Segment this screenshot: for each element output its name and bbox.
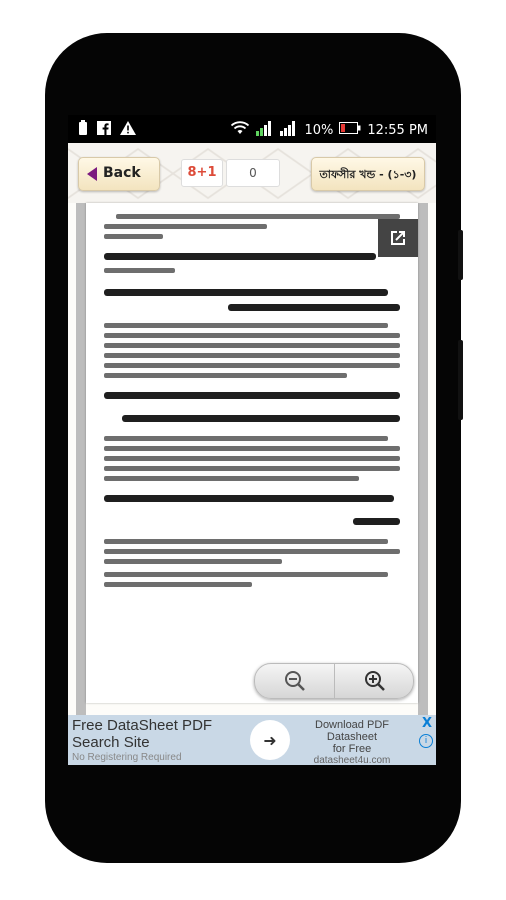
zoom-in-button[interactable] (334, 664, 414, 698)
ad-banner[interactable] (68, 715, 436, 765)
phone-side-button (458, 230, 463, 280)
plus-one-count: 0 (226, 159, 280, 187)
signal-icon (280, 120, 298, 140)
open-in-new-icon (388, 228, 408, 248)
ad-title-line2: Search Site (72, 734, 150, 751)
facebook-icon (97, 121, 111, 139)
status-bar (68, 115, 436, 143)
zoom-out-icon (284, 670, 306, 692)
zoom-out-button[interactable] (255, 664, 334, 698)
ad-url: datasheet4u.com (313, 755, 391, 765)
app-toolbar (68, 143, 436, 203)
chapter-button[interactable] (311, 157, 425, 191)
back-button-label: Back (103, 165, 141, 181)
zoom-control (254, 663, 414, 699)
battery-percent: 10% (304, 122, 334, 138)
chapter-label: তাফসীর খন্ড - (১-৩) (319, 168, 417, 181)
google-plus-one-button[interactable]: 8+1 (181, 159, 223, 187)
ad-right-line2: for Free (332, 743, 372, 755)
warning-icon (120, 121, 136, 139)
ad-arrow-button[interactable] (250, 720, 290, 760)
ad-title-line1: Free DataSheet PDF (72, 717, 213, 734)
screen (68, 115, 436, 765)
battery-icon (339, 122, 361, 138)
battery-saver-icon (78, 120, 88, 140)
ad-info-icon[interactable]: i (419, 734, 433, 748)
back-button[interactable] (78, 157, 160, 191)
ad-close-button[interactable]: X (421, 716, 432, 731)
ad-subtitle: No Registering Required (72, 752, 182, 763)
back-arrow-icon (87, 167, 97, 181)
scanned-page-image (86, 203, 418, 703)
open-external-button[interactable] (378, 219, 418, 257)
page-edge-right (418, 203, 428, 715)
signal-icon (256, 120, 274, 140)
ad-right-line1: Download PDF Datasheet (315, 719, 389, 743)
phone-side-button (458, 340, 463, 420)
arrow-right-icon: ➜ (263, 730, 277, 750)
page-edge-left (76, 203, 86, 715)
clock: 12:55 PM (367, 122, 428, 138)
document-viewer[interactable] (68, 203, 436, 715)
zoom-in-icon (364, 670, 386, 692)
wifi-icon (230, 121, 250, 139)
